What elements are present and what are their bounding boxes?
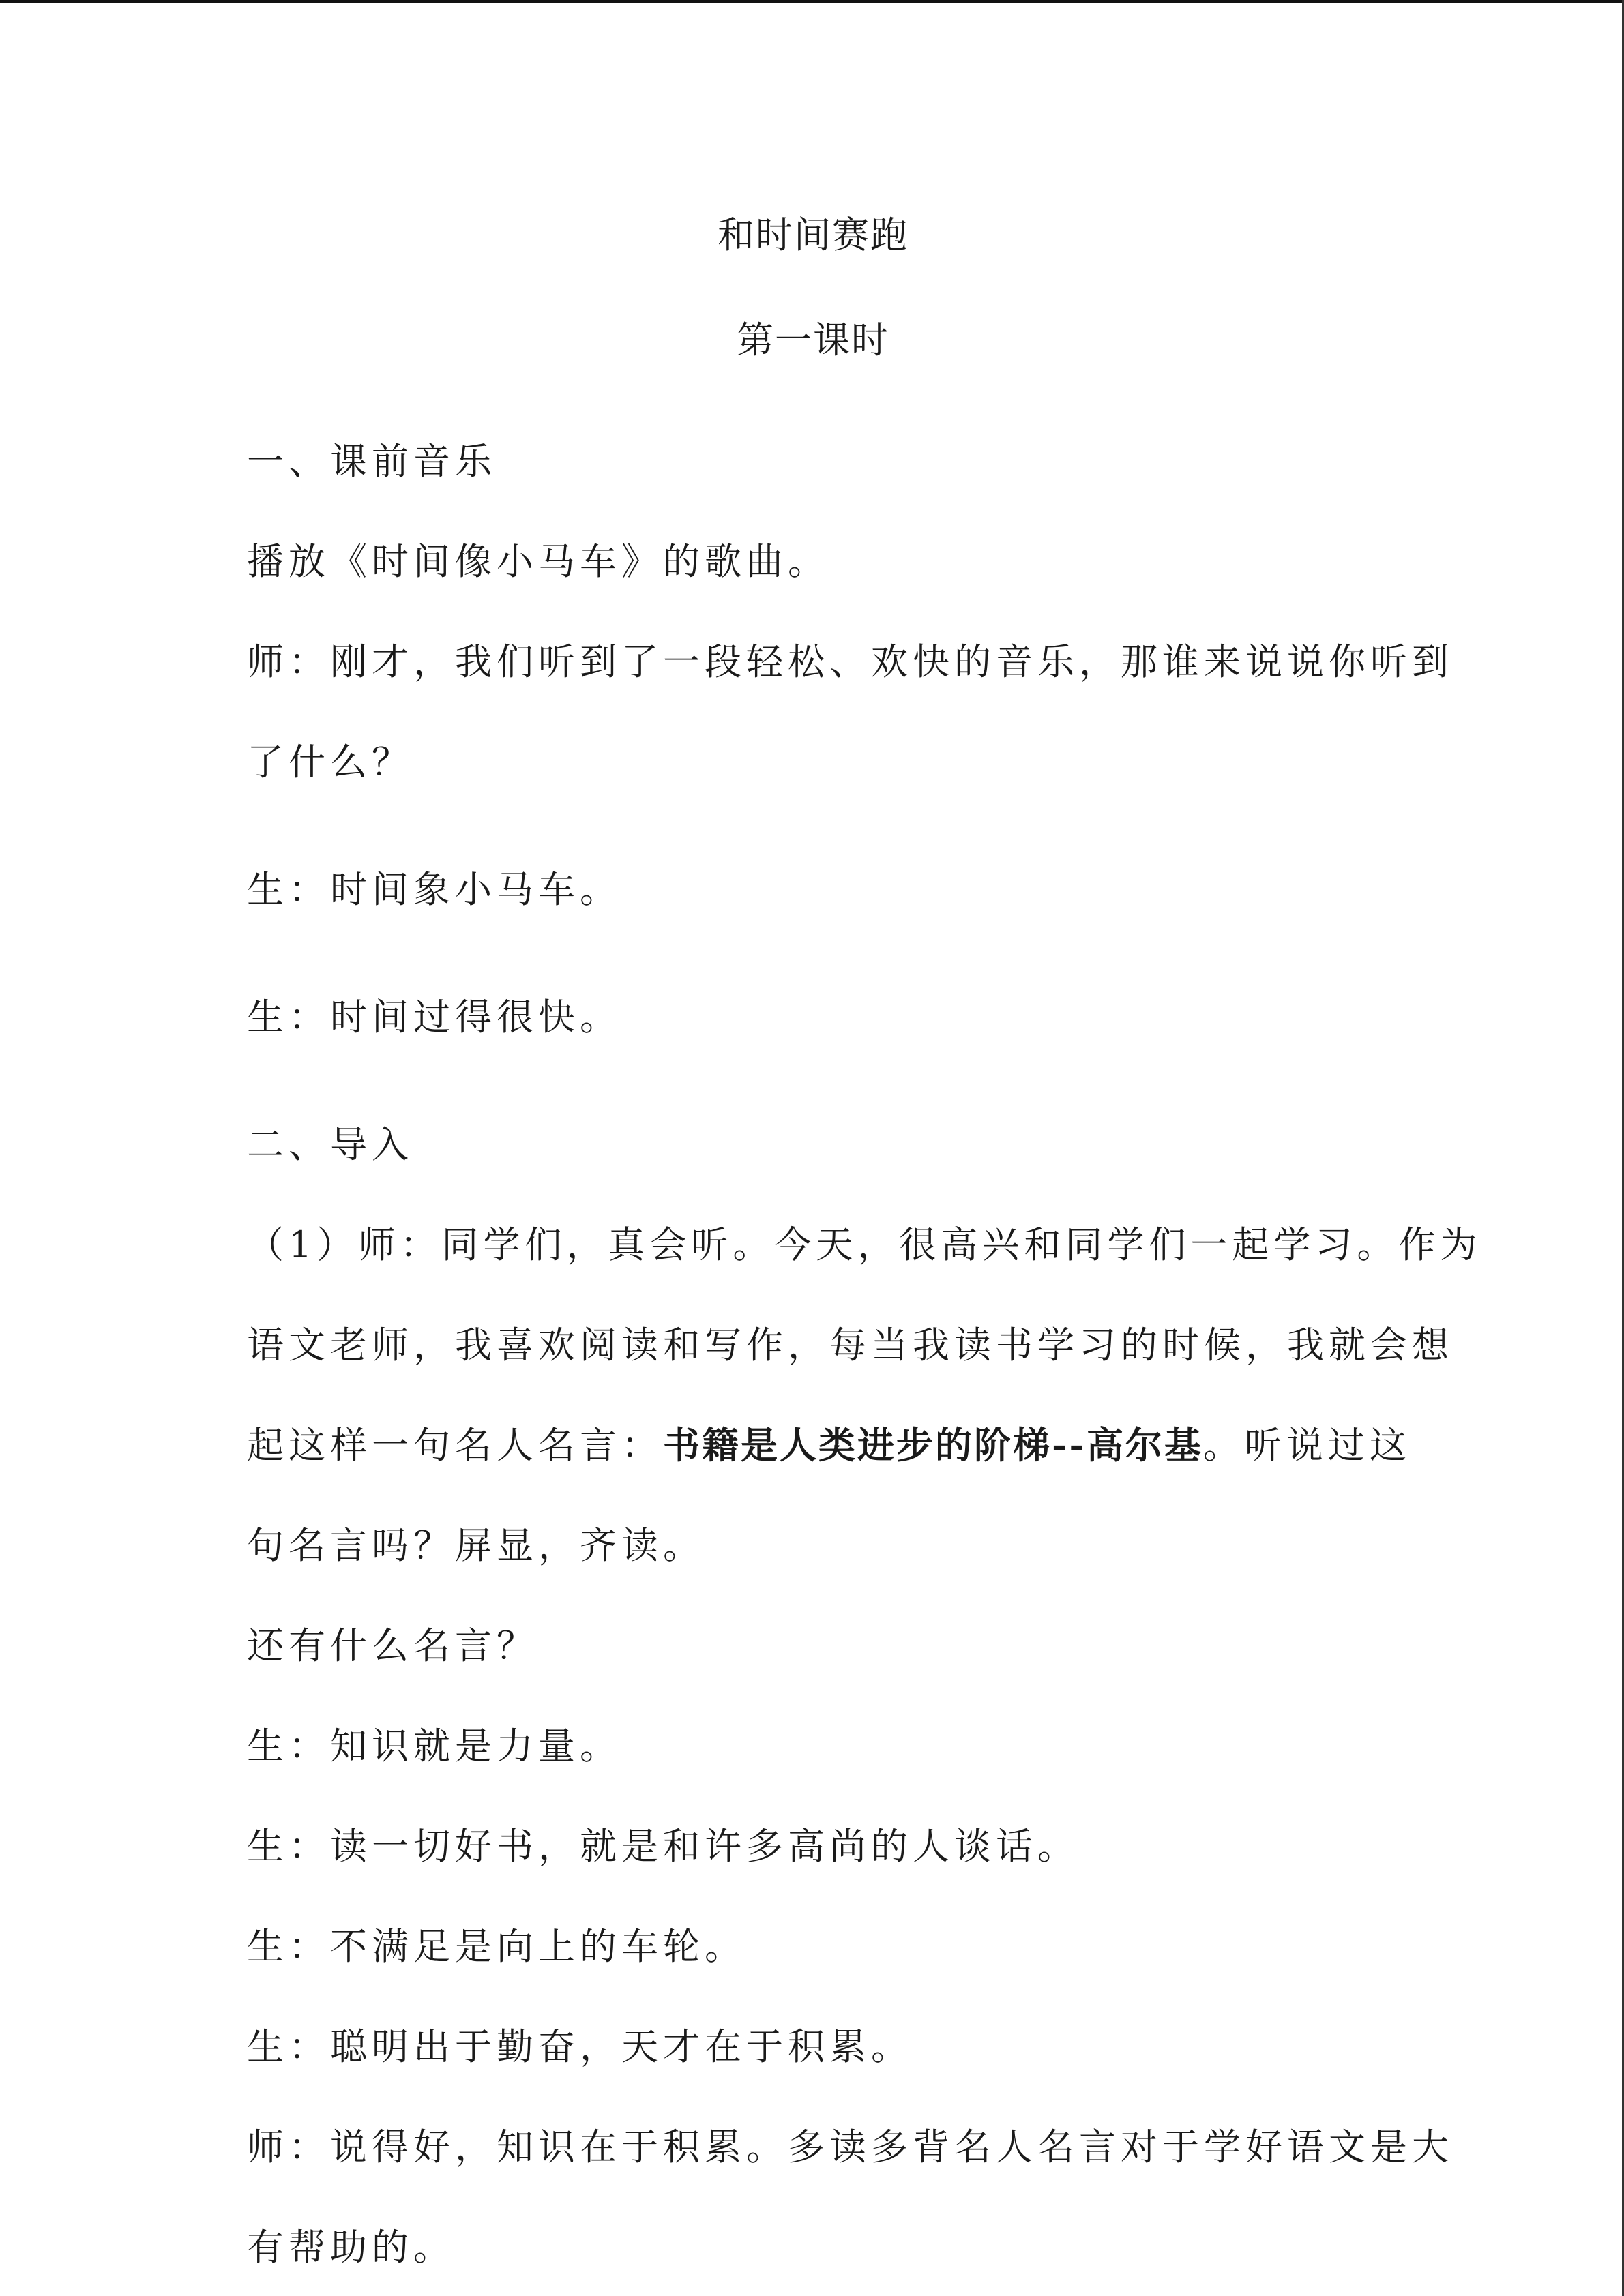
paragraph-line: 了什么？: [247, 741, 413, 784]
quote-outro: 。听说过这: [1202, 1424, 1411, 1467]
paragraph-line: 还有什么名言？: [247, 1624, 538, 1667]
paragraph-line: 语文老师，我喜欢阅读和写作，每当我读书学习的时候，我就会想: [247, 1324, 1453, 1367]
paragraph-line: （1）师：同学们，真会听。今天，很高兴和同学们一起学习。作为: [247, 1223, 1482, 1266]
paragraph-line: 生：时间象小马车。: [247, 868, 621, 911]
section-heading-music: 一、课前音乐: [247, 440, 497, 483]
paragraph-line: 生：不满足是向上的车轮。: [247, 1925, 746, 1968]
famous-quote: 书籍是人类进步的阶梯--高尔基: [663, 1423, 1203, 1467]
paragraph-line: 句名言吗？屏显，齐读。: [247, 1524, 705, 1567]
document-page: [247, 205, 1482, 2271]
quote-intro: 起这样一句名人名言：: [247, 1424, 663, 1467]
document-subtitle: 第一课时: [737, 318, 889, 361]
paragraph-line: 有帮助的。: [247, 2226, 455, 2269]
paragraph-line: 师：说得好，知识在于积累。多读多背名人名言对于学好语文是大: [247, 2126, 1453, 2168]
paragraph-line: 生：聪明出于勤奋，天才在于积累。: [247, 2025, 913, 2068]
top-border: [0, 0, 1624, 3]
document-title: 和时间赛跑: [718, 213, 909, 256]
paragraph-line: 生：时间过得很快。: [247, 996, 621, 1039]
section-heading-intro: 二、导入: [247, 1123, 413, 1166]
paragraph-line: 师：刚才，我们听到了一段轻松、欢快的音乐，那谁来说说你听到: [247, 640, 1453, 683]
paragraph-line: 播放《时间像小马车》的歌曲。: [247, 540, 829, 583]
paragraph-line: [247, 1416, 1411, 1469]
paragraph-line: 生：读一切好书，就是和许多高尚的人谈话。: [247, 1825, 1079, 1868]
paragraph-line: 生：知识就是力量。: [247, 1725, 621, 1768]
